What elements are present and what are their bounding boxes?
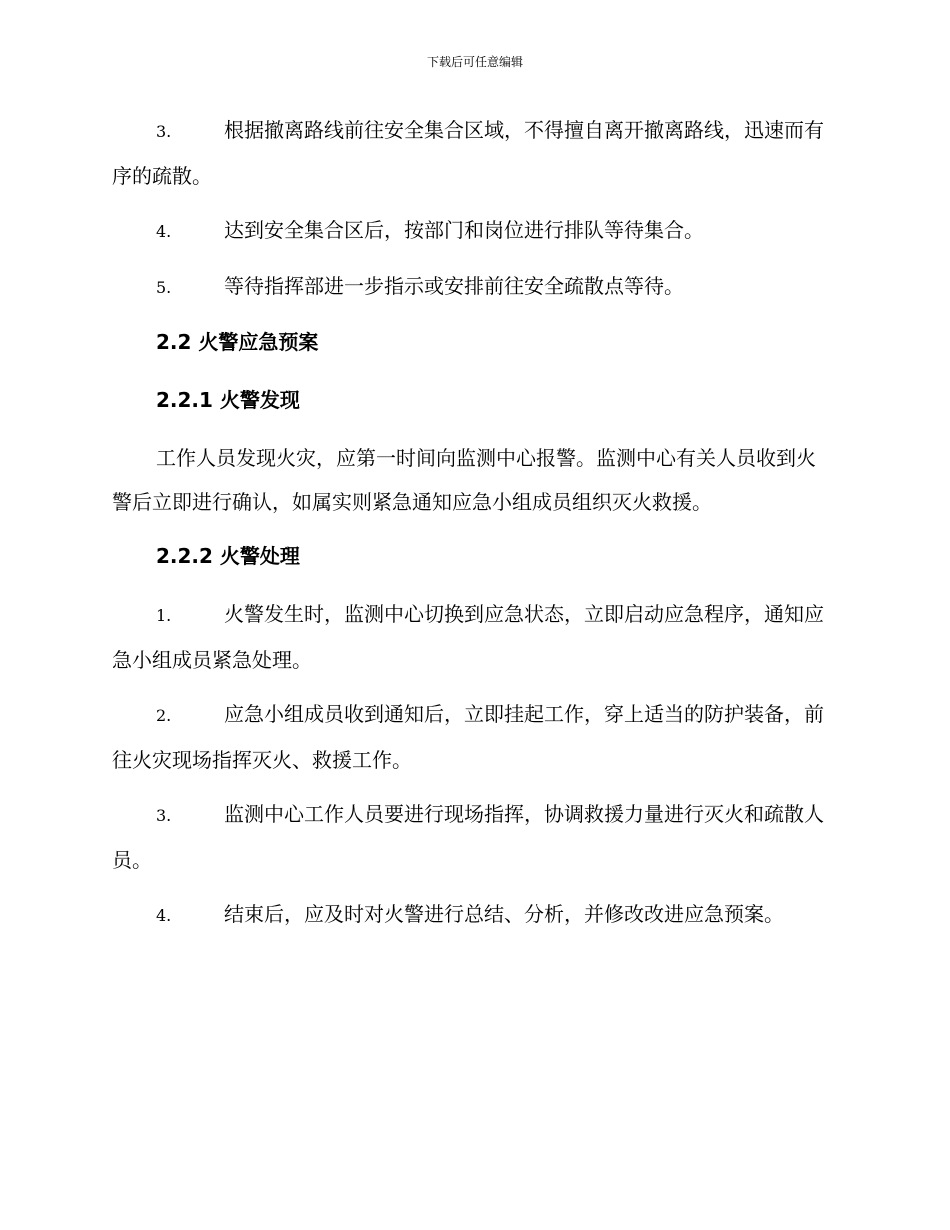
list-item [112,108,834,198]
list-number: 4. [156,906,172,925]
paragraph: 工作人员发现火灾，应第一时间向监测中心报警。监测中心有关人员收到火警后立即进行确认，如属实则紧急通知应急小组成员组织灭火救援。 [112,446,816,514]
list-number: 1. [156,606,172,625]
list-text: 达到安全集合区后，按部门和岗位进行排队等待集合。 [224,218,704,242]
page-header: 下载后可任意编辑 [426,55,523,69]
list-text: 结束后，应及时对火警进行总结、分析，并修改改进应急预案。 [224,902,784,926]
list-item [112,792,834,882]
list-item [112,208,834,254]
document-body [112,108,834,948]
subsection-heading: 2.2.1 火警发现 [156,388,300,412]
list-number: 4. [156,222,172,241]
section-heading: 2.2 火警应急预案 [156,330,319,354]
list-item [112,692,834,782]
list-number: 3. [156,806,172,825]
list-text: 火警发生时，监测中心切换到应急状态，立即启动应急程序，通知应急小组成员紧急处理。 [112,602,824,672]
list-item [112,264,834,310]
list-text: 等待指挥部进一步指示或安排前往安全疏散点等待。 [224,274,684,298]
list-number: 3. [156,122,172,141]
list-text: 监测中心工作人员要进行现场指挥，协调救援力量进行灭火和疏散人员。 [112,802,824,872]
list-text: 根据撤离路线前往安全集合区域，不得擅自离开撤离路线，迅速而有序的疏散。 [112,118,824,188]
list-item [112,892,834,938]
list-number: 2. [156,706,172,725]
list-text: 应急小组成员收到通知后，立即挂起工作，穿上适当的防护装备，前往火灾现场指挥灭火、救援工作。 [112,702,824,772]
subsection-heading: 2.2.2 火警处理 [156,544,300,568]
list-item [112,592,834,682]
list-number: 5. [156,278,172,297]
